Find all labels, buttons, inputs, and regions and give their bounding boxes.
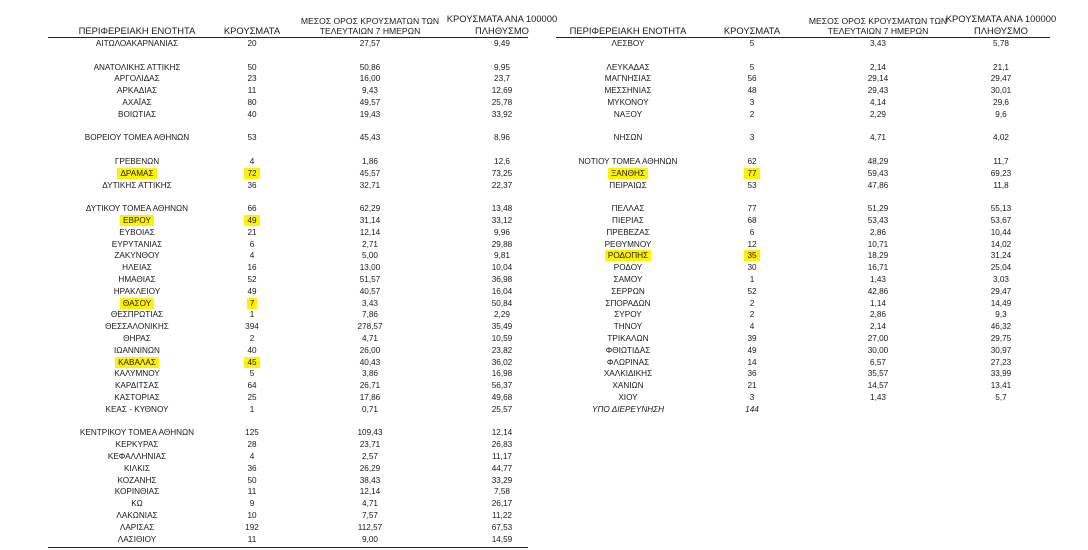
left-region-name-cell: ΘΗΡΑΣ bbox=[123, 334, 151, 343]
left-avg-7day-cell: 9,43 bbox=[362, 86, 378, 96]
right-cases-cell: 1 bbox=[749, 275, 755, 284]
right-cases-cell: 2 bbox=[749, 310, 755, 320]
left-avg-7day-cell: 4,71 bbox=[362, 499, 378, 509]
left-region-name-cell: ΗΡΑΚΛΕΙΟΥ bbox=[113, 286, 161, 296]
left-region-name-cell bbox=[52, 215, 222, 226]
right-cases-cell: 4 bbox=[749, 322, 755, 332]
left-cases-cell bbox=[212, 298, 292, 309]
left-per-100k-cell: 9,49 bbox=[494, 39, 510, 48]
right-region-name-cell: ΧΙΟΥ bbox=[618, 393, 638, 402]
highlight-marker: ΡΟΔΟΠΗΣ bbox=[605, 250, 651, 261]
left-region-name-cell: ΚΑΣΤΟΡΙΑΣ bbox=[114, 393, 160, 402]
left-region-name-cell: ΗΛΕΙΑΣ bbox=[122, 263, 152, 273]
left-region-name-cell: ΑΙΤΩΛΟΑΚΑΡΝΑΝΙΑΣ bbox=[95, 39, 179, 48]
left-per-100k-cell: 33,12 bbox=[491, 216, 513, 225]
left-avg-7day-cell: 62,29 bbox=[359, 204, 381, 214]
left-per-100k-cell: 36,02 bbox=[491, 357, 513, 367]
right-region-name-cell: ΝΗΣΩΝ bbox=[613, 133, 643, 143]
right-avg-7day-cell: 2,29 bbox=[870, 109, 886, 119]
right-avg-7day-cell: 1,43 bbox=[870, 393, 886, 402]
right-region-name-cell: ΣΑΜΟΥ bbox=[613, 275, 643, 284]
right-avg-7day-cell: 18,29 bbox=[867, 251, 889, 261]
right-avg-7day-cell: 48,29 bbox=[867, 157, 889, 166]
left-per-100k-cell: 11,17 bbox=[492, 452, 512, 461]
right-avg-7day-cell: 4,14 bbox=[870, 98, 886, 107]
left-avg-7day-cell: 5,00 bbox=[362, 251, 378, 261]
left-avg-7day-cell: 2,71 bbox=[362, 239, 378, 249]
left-region-name-cell: ΚΕΑΣ - ΚΥΘΝΟΥ bbox=[105, 404, 169, 414]
left-avg-7day-cell: 9,00 bbox=[362, 534, 378, 544]
right-cases-cell: 3 bbox=[749, 98, 755, 107]
left-per-100k-cell: 33,29 bbox=[491, 475, 513, 485]
left-cases-cell: 50 bbox=[247, 62, 257, 72]
left-avg-7day-cell: 40,43 bbox=[359, 357, 381, 367]
right-region-name-cell: ΧΑΛΚΙΔΙΚΗΣ bbox=[603, 369, 653, 379]
left-per-100k-cell: 8,96 bbox=[494, 133, 510, 143]
left-avg-7day-cell: 49,57 bbox=[359, 98, 381, 107]
right-region-name-cell: ΣΥΡΟΥ bbox=[614, 310, 642, 320]
right-cases-header: ΚΡΟΥΣΜΑΤΑ bbox=[723, 25, 781, 36]
right-region-name-cell: ΠΕΙΡΑΙΩΣ bbox=[609, 180, 647, 190]
left-avg-7day-cell: 7,57 bbox=[362, 511, 378, 520]
left-per-100k-cell: 22,37 bbox=[491, 180, 513, 190]
left-region-name-cell: ΗΜΑΘΙΑΣ bbox=[118, 275, 156, 284]
right-region-name-cell: ΜΥΚΟΝΟΥ bbox=[607, 98, 649, 107]
right-per-100k-cell: 30,97 bbox=[990, 345, 1012, 355]
left-per-100k-cell: 12,6 bbox=[494, 157, 510, 166]
right-region-name-cell: ΥΠΟ ΔΙΕΡΕΥΝΗΣΗ bbox=[592, 404, 664, 414]
right-per-100k-cell: 5,7 bbox=[995, 393, 1007, 402]
right-cases-cell: 2 bbox=[749, 109, 755, 119]
right-cases-cell: 5 bbox=[749, 62, 755, 72]
left-avg-7day-cell: 12,14 bbox=[359, 487, 381, 497]
right-cases-cell: 48 bbox=[747, 86, 757, 96]
left-region-name-cell: ΚΑΡΔΙΤΣΑΣ bbox=[114, 381, 160, 391]
left-per-header-2: ΠΛΗΘΥΣΜΟ bbox=[475, 25, 529, 36]
highlight-marker: 45 bbox=[244, 357, 259, 368]
right-avg-7day-cell: 35,57 bbox=[867, 369, 889, 379]
right-per-100k-cell: 25,04 bbox=[990, 263, 1012, 273]
left-cases-cell bbox=[212, 215, 292, 226]
right-region-name-cell: ΣΕΡΡΩΝ bbox=[611, 286, 645, 296]
right-per-100k-cell: 21,1 bbox=[993, 62, 1009, 72]
left-cases-cell: 40 bbox=[247, 109, 257, 119]
left-per-100k-cell: 44,77 bbox=[491, 463, 513, 473]
left-per-100k-cell: 10,59 bbox=[491, 334, 513, 343]
right-region-name-cell: ΜΑΓΝΗΣΙΑΣ bbox=[604, 74, 652, 84]
highlight-marker: 49 bbox=[244, 215, 259, 226]
left-per-100k-cell: 25,57 bbox=[491, 404, 513, 414]
right-per-100k-cell: 4,02 bbox=[993, 133, 1009, 143]
left-avg-7day-cell: 50,86 bbox=[359, 62, 381, 72]
right-cases-cell: 52 bbox=[747, 286, 757, 296]
left-per-100k-cell: 16,98 bbox=[491, 369, 513, 379]
left-per-100k-cell: 9,81 bbox=[494, 251, 510, 261]
right-avg-7day-cell: 30,00 bbox=[867, 345, 889, 355]
right-region-name-cell: ΤΡΙΚΑΛΩΝ bbox=[607, 334, 649, 343]
right-per-100k-cell: 46,32 bbox=[990, 322, 1012, 332]
right-per-100k-cell: 53,67 bbox=[990, 216, 1012, 225]
left-per-100k-cell: 33,92 bbox=[491, 109, 513, 119]
left-avg-7day-cell: 26,00 bbox=[359, 345, 381, 355]
right-cases-cell: 2 bbox=[749, 298, 755, 308]
left-cases-cell: 5 bbox=[249, 369, 255, 379]
right-per-100k-cell: 5,78 bbox=[993, 39, 1009, 48]
right-per-100k-cell: 11,8 bbox=[993, 180, 1009, 190]
right-avg-7day-cell: 29,14 bbox=[867, 74, 889, 84]
right-cases-cell: 14 bbox=[747, 357, 757, 367]
left-per-100k-cell: 9,96 bbox=[494, 227, 510, 237]
right-cases-cell bbox=[712, 250, 792, 261]
right-per-100k-cell: 27,23 bbox=[990, 357, 1012, 367]
right-per-100k-cell: 11,7 bbox=[993, 157, 1009, 166]
right-avg-7day-cell: 2,86 bbox=[870, 310, 886, 320]
right-per-header-2: ΠΛΗΘΥΣΜΟ bbox=[974, 25, 1028, 36]
highlight-marker: 7 bbox=[247, 298, 258, 309]
left-avg-7day-cell: 31,14 bbox=[359, 216, 381, 225]
left-cases-cell: 10 bbox=[247, 511, 257, 520]
left-cases-cell: 23 bbox=[247, 74, 257, 84]
left-avg-7day-cell: 45,43 bbox=[359, 133, 381, 143]
left-cases-cell: 21 bbox=[247, 227, 257, 237]
left-per-100k-cell: 13,48 bbox=[491, 204, 513, 214]
left-region-name-cell: ΚΙΛΚΙΣ bbox=[123, 463, 150, 473]
left-cases-cell: 80 bbox=[247, 98, 257, 107]
left-region-name-cell: ΘΕΣΣΑΛΟΝΙΚΗΣ bbox=[105, 322, 169, 332]
right-cases-cell: 30 bbox=[747, 263, 757, 273]
left-region-name-cell: ΓΡΕΒΕΝΩΝ bbox=[114, 157, 160, 166]
right-avg-7day-cell: 51,29 bbox=[867, 204, 889, 214]
right-cases-cell: 6 bbox=[749, 227, 755, 237]
left-region-name-cell: ΚΟΖΑΝΗΣ bbox=[117, 475, 157, 485]
left-region-header: ΠΕΡΙΦΕΡΕΙΑΚΗ ΕΝΟΤΗΤΑ bbox=[78, 25, 196, 36]
right-region-name-cell: ΡΕΘΥΜΝΟΥ bbox=[604, 239, 652, 249]
left-per-100k-cell: 7,58 bbox=[494, 487, 510, 497]
right-region-name-cell: ΣΠΟΡΑΔΩΝ bbox=[605, 298, 651, 308]
left-bottom-rule bbox=[48, 547, 528, 548]
right-per-100k-cell: 13,41 bbox=[990, 381, 1012, 391]
left-region-name-cell bbox=[52, 168, 222, 179]
left-avg-7day-cell: 19,43 bbox=[359, 109, 381, 119]
left-avg-7day-cell: 45,57 bbox=[359, 168, 381, 178]
right-region-name-cell: ΝΟΤΙΟΥ ΤΟΜΕΑ ΑΘΗΝΩΝ bbox=[578, 157, 678, 166]
left-region-name-cell: ΑΝΑΤΟΛΙΚΗΣ ΑΤΤΙΚΗΣ bbox=[93, 62, 181, 72]
left-avg-7day-cell: 2,57 bbox=[362, 452, 378, 461]
right-avg-7day-cell: 2,86 bbox=[870, 227, 886, 237]
right-region-name-cell: ΝΑΞΟΥ bbox=[613, 109, 643, 119]
left-region-name-cell: ΑΡΚΑΔΙΑΣ bbox=[116, 86, 158, 96]
right-per-100k-cell: 10,44 bbox=[990, 227, 1012, 237]
left-per-100k-cell: 23,7 bbox=[494, 74, 510, 84]
left-region-name-cell: ΒΟΙΩΤΙΑΣ bbox=[117, 109, 157, 119]
right-cases-cell: 39 bbox=[747, 334, 757, 343]
right-cases-cell bbox=[712, 168, 792, 179]
right-cases-cell: 3 bbox=[749, 393, 755, 402]
left-avg-7day-cell: 16,00 bbox=[359, 74, 381, 84]
left-cases-cell: 9 bbox=[249, 499, 255, 509]
left-per-100k-cell: 50,84 bbox=[491, 298, 513, 308]
left-per-100k-cell: 10,04 bbox=[491, 263, 513, 273]
left-per-100k-cell: 29,88 bbox=[491, 239, 513, 249]
left-cases-cell: 25 bbox=[247, 393, 257, 402]
left-cases-cell: 2 bbox=[249, 334, 255, 343]
right-region-name-cell: ΤΗΝΟΥ bbox=[613, 322, 643, 332]
left-per-header-1: ΚΡΟΥΣΜΑΤΑ ΑΝΑ 100000 bbox=[446, 13, 558, 24]
right-region-name-cell: ΛΕΥΚΑΔΑΣ bbox=[606, 62, 650, 72]
right-avg-header-2: ΤΕΛΕΥΤΑΙΩΝ 7 ΗΜΕΡΩΝ bbox=[827, 26, 929, 36]
left-region-name-cell: ΑΧΑΪΑΣ bbox=[122, 98, 152, 107]
right-per-100k-cell: 33,99 bbox=[990, 369, 1012, 379]
right-avg-7day-cell: 1,43 bbox=[870, 275, 886, 284]
right-avg-7day-cell: 6,57 bbox=[870, 357, 886, 367]
left-per-100k-cell: 16,04 bbox=[491, 286, 513, 296]
right-avg-7day-cell: 29,43 bbox=[867, 86, 889, 96]
left-avg-7day-cell: 32,71 bbox=[359, 180, 381, 190]
right-cases-cell: 49 bbox=[747, 345, 757, 355]
left-per-100k-cell: 9,95 bbox=[494, 62, 510, 72]
left-per-100k-cell: 25,78 bbox=[491, 98, 513, 107]
right-region-name-cell: ΜΕΣΣΗΝΙΑΣ bbox=[604, 86, 652, 96]
left-cases-cell: 4 bbox=[249, 157, 255, 166]
highlight-marker: 72 bbox=[244, 168, 259, 179]
left-per-100k-cell: 26,83 bbox=[491, 440, 513, 450]
highlight-marker: ΔΡΑΜΑΣ bbox=[117, 168, 156, 179]
right-region-name-cell: ΛΕΣΒΟΥ bbox=[611, 39, 645, 48]
right-per-100k-cell: 3,03 bbox=[993, 275, 1009, 284]
left-cases-cell: 66 bbox=[247, 204, 257, 214]
right-cases-cell: 77 bbox=[747, 204, 757, 214]
left-avg-header-1: ΜΕΣΟΣ ΟΡΟΣ ΚΡΟΥΣΜΑΤΩΝ ΤΩΝ bbox=[300, 16, 440, 26]
right-cases-cell: 5 bbox=[749, 39, 755, 48]
left-per-100k-cell: 35,49 bbox=[491, 322, 513, 332]
left-cases-cell: 36 bbox=[247, 463, 257, 473]
right-per-100k-cell: 55,13 bbox=[990, 204, 1012, 214]
right-avg-7day-cell: 2,14 bbox=[870, 322, 886, 332]
highlight-marker: 35 bbox=[744, 250, 759, 261]
highlight-marker: ΘΑΣΟΥ bbox=[120, 298, 154, 309]
left-per-100k-cell: 23,82 bbox=[491, 345, 513, 355]
right-avg-7day-cell: 4,71 bbox=[870, 133, 886, 143]
left-cases-cell: 11 bbox=[247, 487, 257, 497]
left-cases-cell: 4 bbox=[249, 452, 255, 461]
left-region-name-cell: ΛΑΡΙΣΑΣ bbox=[119, 522, 155, 532]
left-per-100k-cell: 2,29 bbox=[494, 310, 510, 320]
left-avg-7day-cell: 7,86 bbox=[362, 310, 378, 320]
left-per-100k-cell: 12,14 bbox=[491, 428, 513, 438]
left-region-name-cell: ΔΥΤΙΚΟΥ ΤΟΜΕΑ ΑΘΗΝΩΝ bbox=[85, 204, 189, 214]
right-cases-cell: 36 bbox=[747, 369, 757, 379]
right-per-100k-cell: 9,6 bbox=[995, 109, 1007, 119]
left-per-100k-cell: 11,22 bbox=[492, 511, 512, 520]
left-avg-7day-cell: 4,71 bbox=[362, 334, 378, 343]
right-cases-cell: 21 bbox=[747, 381, 757, 391]
left-avg-header-2: ΤΕΛΕΥΤΑΙΩΝ 7 ΗΜΕΡΩΝ bbox=[319, 26, 421, 36]
left-cases-cell: 16 bbox=[247, 263, 257, 273]
left-avg-7day-cell: 13,00 bbox=[359, 263, 381, 273]
left-cases-cell: 1 bbox=[249, 310, 255, 320]
highlight-marker: ΚΑΒΑΛΑΣ bbox=[115, 357, 159, 368]
left-cases-cell bbox=[212, 357, 292, 368]
right-avg-7day-cell: 1,14 bbox=[870, 298, 886, 308]
right-per-100k-cell: 9,3 bbox=[995, 310, 1007, 320]
left-region-name-cell: ΒΟΡΕΙΟΥ ΤΟΜΕΑ ΑΘΗΝΩΝ bbox=[84, 133, 190, 143]
right-region-name-cell: ΠΕΛΛΑΣ bbox=[611, 204, 645, 214]
right-per-100k-cell: 29,47 bbox=[990, 74, 1012, 84]
left-region-name-cell: ΛΑΣΙΘΙΟΥ bbox=[117, 534, 157, 544]
left-cases-cell: 28 bbox=[247, 440, 257, 450]
left-per-100k-cell: 67,53 bbox=[491, 522, 513, 532]
left-avg-7day-cell: 109,43 bbox=[357, 428, 383, 438]
right-region-header: ΠΕΡΙΦΕΡΕΙΑΚΗ ΕΝΟΤΗΤΑ bbox=[569, 25, 687, 36]
left-per-100k-cell: 56,37 bbox=[491, 381, 513, 391]
left-cases-cell: 192 bbox=[245, 522, 259, 532]
left-region-name-cell: ΖΑΚΥΝΘΟΥ bbox=[114, 251, 160, 261]
left-cases-cell: 125 bbox=[245, 428, 259, 438]
left-avg-7day-cell: 1,86 bbox=[362, 157, 378, 166]
left-cases-cell: 36 bbox=[247, 180, 257, 190]
left-avg-7day-cell: 27,57 bbox=[359, 39, 381, 48]
left-region-name-cell: ΔΥΤΙΚΗΣ ΑΤΤΙΚΗΣ bbox=[102, 180, 172, 190]
left-region-name-cell: ΘΕΣΠΡΩΤΙΑΣ bbox=[110, 310, 164, 320]
right-cases-cell: 144 bbox=[745, 404, 759, 414]
right-region-name-cell: ΧΑΝΙΩΝ bbox=[612, 381, 644, 391]
left-per-100k-cell: 14,59 bbox=[491, 534, 513, 544]
left-region-name-cell: ΚΟΡΙΝΘΙΑΣ bbox=[114, 487, 160, 497]
right-cases-cell: 62 bbox=[747, 157, 757, 166]
right-region-name-cell: ΠΡΕΒΕΖΑΣ bbox=[606, 227, 650, 237]
left-avg-7day-cell: 23,71 bbox=[359, 440, 381, 450]
right-cases-cell: 12 bbox=[747, 239, 757, 249]
right-per-100k-cell: 30,01 bbox=[990, 86, 1012, 96]
left-cases-header: ΚΡΟΥΣΜΑΤΑ bbox=[223, 25, 281, 36]
left-cases-cell: 49 bbox=[247, 286, 257, 296]
left-cases-cell: 11 bbox=[247, 534, 257, 544]
highlight-marker: 77 bbox=[744, 168, 759, 179]
right-per-100k-cell: 29,6 bbox=[993, 98, 1009, 107]
left-cases-cell: 6 bbox=[249, 239, 255, 249]
right-avg-header-1: ΜΕΣΟΣ ΟΡΟΣ ΚΡΟΥΣΜΑΤΩΝ ΤΩΝ bbox=[808, 16, 948, 26]
left-cases-cell: 4 bbox=[249, 251, 255, 261]
right-cases-cell: 56 bbox=[747, 74, 757, 84]
right-per-100k-cell: 31,24 bbox=[990, 251, 1012, 261]
right-per-100k-cell: 14,49 bbox=[990, 298, 1012, 308]
left-region-name-cell: ΕΥΒΟΙΑΣ bbox=[119, 227, 155, 237]
left-cases-cell bbox=[212, 168, 292, 179]
right-avg-7day-cell: 14,57 bbox=[867, 381, 889, 391]
right-per-100k-cell: 69,23 bbox=[990, 168, 1012, 178]
left-avg-7day-cell: 0,71 bbox=[362, 404, 378, 414]
right-avg-7day-cell: 47,86 bbox=[867, 180, 889, 190]
right-per-100k-cell: 14,02 bbox=[990, 239, 1012, 249]
left-region-name-cell: ΚΩ bbox=[131, 499, 143, 509]
left-per-100k-cell: 49,68 bbox=[491, 393, 513, 402]
right-region-name-cell bbox=[543, 250, 713, 261]
right-avg-7day-cell: 27,00 bbox=[867, 334, 889, 343]
left-per-100k-cell: 73,25 bbox=[491, 168, 513, 178]
right-cases-cell: 3 bbox=[749, 133, 755, 143]
right-per-100k-cell: 29,47 bbox=[990, 286, 1012, 296]
left-cases-cell: 53 bbox=[247, 133, 257, 143]
right-avg-7day-cell: 42,86 bbox=[867, 286, 889, 296]
left-per-100k-cell: 12,69 bbox=[491, 86, 513, 96]
right-avg-7day-cell: 2,14 bbox=[870, 62, 886, 72]
left-cases-cell: 394 bbox=[245, 322, 259, 332]
left-cases-cell: 20 bbox=[247, 39, 257, 48]
left-avg-7day-cell: 3,86 bbox=[362, 369, 378, 379]
right-region-name-cell: ΦΛΩΡΙΝΑΣ bbox=[606, 357, 650, 367]
left-region-name-cell: ΚΕΡΚΥΡΑΣ bbox=[115, 440, 159, 450]
left-avg-7day-cell: 26,71 bbox=[359, 381, 381, 391]
right-avg-7day-cell: 53,43 bbox=[867, 216, 889, 225]
highlight-marker: ΞΑΝΘΗΣ bbox=[608, 168, 648, 179]
left-region-name-cell: ΚΑΛΥΜΝΟΥ bbox=[114, 369, 160, 379]
left-region-name-cell: ΚΕΝΤΡΙΚΟΥ ΤΟΜΕΑ ΑΘΗΝΩΝ bbox=[79, 428, 195, 438]
left-avg-7day-cell: 17,86 bbox=[359, 393, 381, 402]
left-avg-7day-cell: 12,14 bbox=[359, 227, 381, 237]
left-avg-7day-cell: 3,43 bbox=[362, 298, 378, 308]
left-per-100k-cell: 36,98 bbox=[491, 275, 513, 284]
left-cases-cell: 52 bbox=[247, 275, 257, 284]
left-avg-7day-cell: 26,29 bbox=[359, 463, 381, 473]
right-avg-7day-cell: 3,43 bbox=[870, 39, 886, 48]
left-region-name-cell: ΚΕΦΑΛΛΗΝΙΑΣ bbox=[107, 452, 167, 461]
left-cases-cell: 64 bbox=[247, 381, 257, 391]
left-avg-7day-cell: 112,57 bbox=[357, 522, 383, 532]
left-cases-cell: 11 bbox=[247, 86, 257, 96]
left-cases-cell: 40 bbox=[247, 345, 257, 355]
left-region-name-cell: ΑΡΓΟΛΙΔΑΣ bbox=[114, 74, 160, 84]
left-region-name-cell: ΛΑΚΩΝΙΑΣ bbox=[116, 511, 158, 520]
right-avg-7day-cell: 59,43 bbox=[867, 168, 889, 178]
left-region-name-cell bbox=[52, 357, 222, 368]
highlight-marker: ΕΒΡΟΥ bbox=[120, 215, 154, 226]
right-region-name-cell: ΦΘΙΩΤΙΔΑΣ bbox=[605, 345, 651, 355]
right-region-name-cell: ΠΙΕΡΙΑΣ bbox=[612, 216, 644, 225]
left-per-100k-cell: 26,17 bbox=[491, 499, 513, 509]
right-cases-cell: 53 bbox=[747, 180, 757, 190]
right-avg-7day-cell: 16,71 bbox=[867, 263, 889, 273]
left-region-name-cell bbox=[52, 298, 222, 309]
left-avg-7day-cell: 51,57 bbox=[359, 275, 381, 284]
right-per-header-1: ΚΡΟΥΣΜΑΤΑ ΑΝΑ 100000 bbox=[945, 13, 1057, 24]
right-region-name-cell bbox=[543, 168, 713, 179]
left-cases-cell: 50 bbox=[247, 475, 257, 485]
left-avg-7day-cell: 40,57 bbox=[359, 286, 381, 296]
right-region-name-cell: ΡΟΔΟΥ bbox=[613, 263, 643, 273]
right-avg-7day-cell: 10,71 bbox=[867, 239, 889, 249]
left-cases-cell: 1 bbox=[249, 404, 255, 414]
left-avg-7day-cell: 278,57 bbox=[357, 322, 383, 332]
left-region-name-cell: ΙΩΑΝΝΙΝΩΝ bbox=[114, 345, 160, 355]
right-cases-cell: 68 bbox=[747, 216, 757, 225]
right-per-100k-cell: 29,75 bbox=[990, 334, 1012, 343]
left-region-name-cell: ΕΥΡΥΤΑΝΙΑΣ bbox=[111, 239, 163, 249]
left-avg-7day-cell: 38,43 bbox=[359, 475, 381, 485]
